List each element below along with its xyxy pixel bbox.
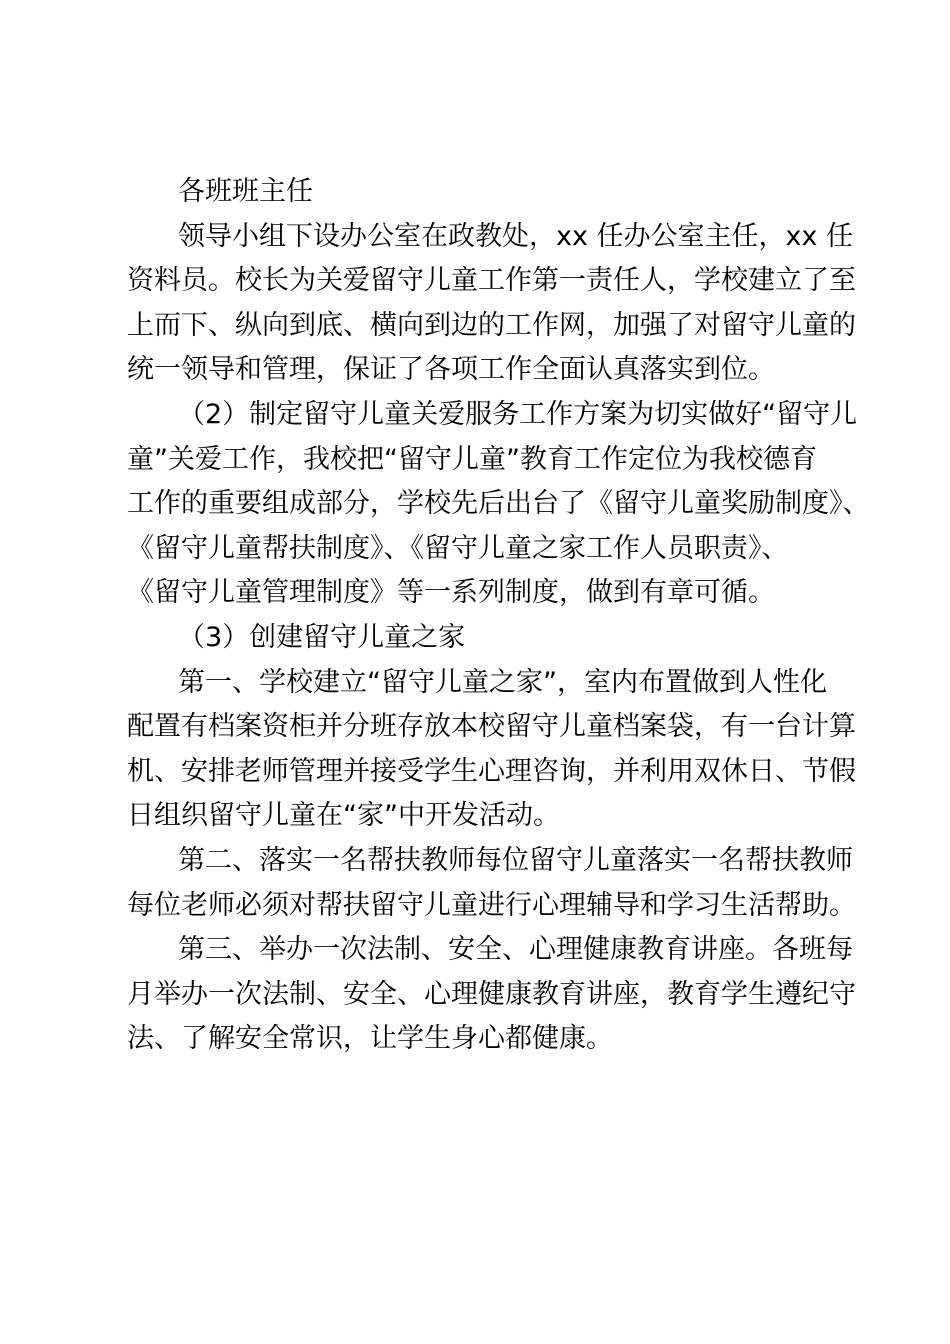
text-line: 统一领导和管理，保证了各项工作全面认真落实到位。	[127, 354, 775, 386]
text-line: 童”关爱工作，我校把“留守儿童”教育工作定位为我校德育	[127, 443, 817, 475]
text-line: 日组织留守儿童在“家”中开发活动。	[127, 800, 560, 832]
text-line: 每位老师必须对帮扶留守儿童进行心理辅导和学习生活帮助。	[127, 889, 856, 921]
text-line: （2）制定留守儿童关爱服务工作方案为切实做好“留守儿	[178, 398, 858, 430]
text-line: 上而下、纵向到底、横向到边的工作网，加强了对留守儿童的	[127, 309, 856, 341]
paragraph-third-item	[127, 928, 856, 1062]
document-body	[127, 170, 870, 1062]
text-line: 领导小组下设办公室在政教处，xx 任办公室主任，xx 任	[178, 220, 854, 252]
text-line: 资料员。校长为关爱留守儿童工作第一责任人，学校建立了至	[127, 265, 856, 297]
paragraph-office-setup	[127, 215, 856, 393]
text-line: 《留守儿童管理制度》等一系列制度，做到有章可循。	[127, 577, 775, 609]
text-line: 第一、学校建立“留守儿童之家”，室内布置做到人性化	[178, 666, 827, 698]
paragraph-service-plan	[127, 393, 870, 616]
paragraph-heading-children-home	[127, 616, 839, 661]
text-line: 各班班主任	[178, 176, 313, 207]
text-line: 月举办一次法制、安全、心理健康教育讲座，教育学生遵纪守	[127, 978, 856, 1010]
text-line: （3）创建留守儿童之家	[178, 621, 466, 653]
text-line: 工作的重要组成部分，学校先后出台了《留守儿童奖励制度》、	[127, 488, 870, 520]
text-line: 第二、落实一名帮扶教师每位留守儿童落实一名帮扶教师	[178, 844, 853, 876]
text-line: 机、安排老师管理并接受学生心理咨询，并利用双休日、节假	[127, 755, 856, 787]
text-line: 配置有档案资柜并分班存放本校留守儿童档案袋，有一台计算	[127, 711, 856, 743]
paragraph-first-item	[127, 661, 856, 839]
paragraph-class-teachers	[127, 170, 839, 215]
text-line: 《留守儿童帮扶制度》、《留守儿童之家工作人员职责》、	[127, 532, 789, 564]
paragraph-second-item	[127, 839, 856, 928]
text-line: 法、了解安全常识，让学生身心都健康。	[127, 1023, 613, 1055]
text-line: 第三、举办一次法制、安全、心理健康教育讲座。各班每	[178, 934, 853, 966]
